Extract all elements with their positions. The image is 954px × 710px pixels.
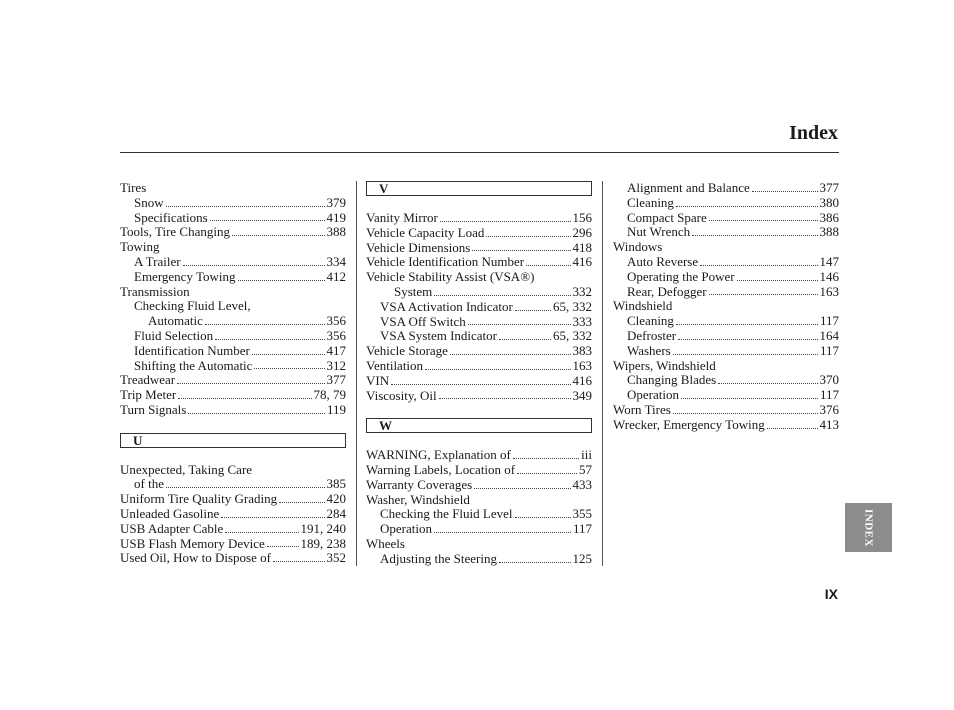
index-entry-page[interactable]: 388 <box>819 224 839 240</box>
index-entry[interactable] <box>366 285 592 300</box>
index-entry-text: Vehicle Storage <box>366 343 448 359</box>
index-entry-text: USB Flash Memory Device <box>120 535 265 551</box>
dot-leader <box>166 477 325 488</box>
index-entry-text: Specifications <box>134 209 208 225</box>
dot-leader <box>718 373 817 384</box>
index-entry <box>366 537 592 552</box>
index-entry-text: Windshield <box>613 298 673 314</box>
index-entry[interactable] <box>366 241 592 256</box>
index-entry-page[interactable]: 125 <box>572 550 592 566</box>
index-entry[interactable] <box>366 315 592 330</box>
index-entry-text: Tires <box>120 180 147 195</box>
dot-leader <box>517 463 577 474</box>
index-entry[interactable] <box>120 551 346 566</box>
dot-leader <box>450 344 571 355</box>
dot-leader <box>225 522 298 533</box>
dot-leader <box>692 225 817 236</box>
index-entry[interactable] <box>120 255 346 270</box>
index-entry-page[interactable]: 147 <box>819 253 839 269</box>
index-entry-text: Windows <box>613 239 663 255</box>
index-entry-text: Vehicle Stability Assist (VSA®) <box>366 269 535 285</box>
index-entry <box>366 270 592 285</box>
index-entry[interactable] <box>120 211 346 226</box>
dot-leader <box>737 270 818 281</box>
index-entry-text: Trip Meter <box>120 387 177 403</box>
index-entry-page[interactable]: 380 <box>819 194 839 210</box>
index-entry-text: Warranty Coverages <box>366 476 473 492</box>
index-entry[interactable] <box>613 314 839 329</box>
index-entry-page[interactable]: 312 <box>326 357 346 373</box>
index-entry[interactable] <box>613 181 839 196</box>
index-entry[interactable] <box>120 344 346 359</box>
index-entry[interactable] <box>366 507 592 522</box>
dot-leader <box>210 211 325 222</box>
index-entry-text: Automatic <box>148 313 203 329</box>
index-entry-page[interactable]: 433 <box>572 476 592 492</box>
index-entry[interactable] <box>613 373 839 388</box>
index-entry-text: Cleaning <box>627 313 674 329</box>
dot-leader <box>474 478 570 489</box>
index-entry-page[interactable]: 416 <box>572 372 592 388</box>
index-entry-text: Towing <box>120 239 160 255</box>
index-entry-text: Worn Tires <box>613 401 671 417</box>
index-entry-text: Washer, Windshield <box>366 491 470 507</box>
index-entry-text: Unleaded Gasoline <box>120 505 220 521</box>
index-entry-text: Viscosity, Oil <box>366 387 437 403</box>
index-entry[interactable] <box>120 225 346 240</box>
dot-leader <box>515 507 571 518</box>
header-rule <box>120 152 839 153</box>
index-entry-text: Adjusting the Steering <box>380 550 497 566</box>
index-entry-page[interactable]: 386 <box>819 209 839 225</box>
dot-leader <box>232 225 325 236</box>
dot-leader <box>440 211 571 222</box>
index-entry-page[interactable]: 379 <box>326 194 346 210</box>
column-divider-2 <box>602 181 603 566</box>
index-column-3 <box>613 181 839 433</box>
index-entry-page[interactable]: 332 <box>572 283 592 299</box>
index-entry-page[interactable]: 349 <box>572 387 592 403</box>
dot-leader <box>221 507 324 518</box>
dot-leader <box>178 388 311 399</box>
index-entry[interactable] <box>120 492 346 507</box>
index-entry-page[interactable]: 146 <box>819 268 839 284</box>
index-entry-text: of the <box>134 476 164 492</box>
index-entry[interactable] <box>366 359 592 374</box>
index-entry-page[interactable]: 191, 240 <box>300 520 346 536</box>
index-entry-text: Shifting the Automatic <box>134 357 253 373</box>
index-entry-text: USB Adapter Cable <box>120 520 224 536</box>
index-entry-text: Wheels <box>366 535 405 551</box>
dot-leader <box>486 226 570 237</box>
index-entry[interactable] <box>613 403 839 418</box>
index-entry[interactable] <box>120 388 346 403</box>
index-entry-page[interactable]: 356 <box>326 313 346 329</box>
index-entry[interactable] <box>613 211 839 226</box>
dot-leader <box>676 196 818 207</box>
dot-leader <box>752 181 818 192</box>
dot-leader <box>215 329 324 340</box>
index-entry <box>120 299 346 314</box>
index-entry[interactable] <box>120 477 346 492</box>
index-entry[interactable] <box>613 225 839 240</box>
index-entry-page[interactable]: 356 <box>326 327 346 343</box>
index-entry[interactable] <box>613 196 839 211</box>
index-entry-text: System <box>394 283 433 299</box>
dot-leader <box>434 285 570 296</box>
index-entry[interactable] <box>366 211 592 226</box>
index-entry-text: Vehicle Dimensions <box>366 239 471 255</box>
index-entry[interactable] <box>366 522 592 537</box>
index-entry[interactable] <box>613 329 839 344</box>
index-entry[interactable] <box>120 522 346 537</box>
dot-leader <box>267 537 299 548</box>
index-entry-text: Auto Reverse <box>627 253 699 269</box>
dot-leader <box>526 255 570 266</box>
page-title: Index <box>789 122 838 144</box>
index-entry[interactable] <box>613 270 839 285</box>
dot-leader <box>673 403 818 414</box>
index-entry-text: Warning Labels, Location of <box>366 461 516 477</box>
dot-leader <box>205 314 325 325</box>
index-entry[interactable] <box>366 344 592 359</box>
index-spacer <box>366 403 592 418</box>
dot-leader <box>681 388 818 399</box>
index-entry-page[interactable]: 65, 332 <box>553 298 592 314</box>
index-entry-text: Compact Spare <box>627 209 707 225</box>
dot-leader <box>513 448 579 459</box>
index-entry-page[interactable]: 334 <box>326 253 346 269</box>
index-entry-text: Washers <box>627 342 671 358</box>
page-number: IX <box>824 586 838 602</box>
index-entry-text: Ventilation <box>366 357 424 373</box>
dot-leader <box>468 315 571 326</box>
dot-leader <box>439 389 571 400</box>
index-entry <box>120 285 346 300</box>
index-entry[interactable] <box>366 448 592 463</box>
dot-leader <box>188 403 325 414</box>
index-letter-header: V <box>366 181 592 196</box>
index-entry[interactable] <box>613 388 839 403</box>
index-entry-text: VIN <box>366 372 390 388</box>
index-entry-page[interactable]: 78, 79 <box>313 387 346 403</box>
index-entry <box>613 240 839 255</box>
index-entry[interactable] <box>120 403 346 418</box>
index-entry-text: Treadwear <box>120 372 176 388</box>
index-entry-page[interactable]: 418 <box>572 239 592 255</box>
index-entry <box>120 240 346 255</box>
index-entry-page[interactable]: 419 <box>326 209 346 225</box>
index-entry-text: Wipers, Windshield <box>613 357 716 373</box>
index-entry-page[interactable]: 352 <box>326 550 346 566</box>
index-entry-text: Vehicle Identification Number <box>366 254 525 270</box>
index-entry-text: Turn Signals <box>120 401 187 417</box>
index-entry-text: Checking the Fluid Level <box>380 506 513 522</box>
index-entry-page[interactable]: 117 <box>819 313 839 329</box>
index-entry-page[interactable]: 416 <box>572 254 592 270</box>
index-entry[interactable] <box>366 374 592 389</box>
index-entry-page[interactable]: 377 <box>819 180 839 195</box>
index-entry-page[interactable]: 156 <box>572 210 592 225</box>
dot-leader <box>499 329 551 340</box>
dot-leader <box>252 344 325 355</box>
index-entry-page[interactable]: 355 <box>572 506 592 522</box>
index-entry[interactable] <box>366 300 592 315</box>
index-entry-page[interactable]: 189, 238 <box>300 535 346 551</box>
dot-leader <box>700 255 817 266</box>
index-entry[interactable] <box>120 373 346 388</box>
index-column-2 <box>366 181 592 567</box>
index-entry-text: Vehicle Capacity Load <box>366 224 485 240</box>
column-divider-1 <box>356 181 357 566</box>
index-entry-page[interactable]: 413 <box>819 416 839 432</box>
index-column-1 <box>120 181 346 566</box>
index-entry[interactable] <box>366 552 592 567</box>
dot-leader <box>709 211 818 222</box>
index-entry-page[interactable]: 333 <box>572 313 592 329</box>
dot-leader <box>425 359 570 370</box>
index-entry <box>120 181 346 196</box>
index-entry[interactable] <box>366 389 592 404</box>
dot-leader <box>177 373 324 384</box>
index-entry[interactable] <box>613 418 839 433</box>
index-entry-text: VSA Activation Indicator <box>380 298 513 314</box>
index-entry[interactable] <box>366 478 592 493</box>
index-entry[interactable] <box>120 359 346 374</box>
index-entry[interactable] <box>120 270 346 285</box>
index-entry-text: Changing Blades <box>627 372 717 388</box>
index-entry[interactable] <box>120 507 346 522</box>
index-entry-text: Operating the Power <box>627 268 735 284</box>
dot-leader <box>391 374 570 385</box>
index-entry-text: Wrecker, Emergency Towing <box>613 416 765 432</box>
index-section-tab[interactable] <box>845 503 892 552</box>
index-entry-text: Rear, Defogger <box>627 283 707 299</box>
index-entry-text: Identification Number <box>134 342 250 358</box>
index-entry[interactable] <box>613 255 839 270</box>
dot-leader <box>472 241 570 252</box>
dot-leader <box>709 285 818 296</box>
index-entry <box>366 493 592 508</box>
index-entry-page[interactable]: 284 <box>326 505 346 521</box>
dot-leader <box>183 255 325 266</box>
index-entry-page[interactable]: 117 <box>572 521 592 537</box>
index-entry-text: Operation <box>627 387 679 403</box>
dot-leader <box>434 522 571 533</box>
index-entry-page[interactable]: 163 <box>572 357 592 373</box>
index-entry-text: Snow <box>134 194 164 210</box>
index-entry-page[interactable]: 117 <box>819 342 839 358</box>
index-entry[interactable] <box>120 314 346 329</box>
index-entry[interactable] <box>120 537 346 552</box>
index-entry <box>120 463 346 478</box>
index-letter-header: W <box>366 418 592 433</box>
dot-leader <box>279 492 324 503</box>
index-entry-page[interactable]: 164 <box>819 327 839 343</box>
index-entry-text: Checking Fluid Level, <box>134 298 251 314</box>
index-entry[interactable] <box>120 196 346 211</box>
dot-leader <box>767 418 818 429</box>
index-entry-page[interactable]: 65, 332 <box>553 328 592 344</box>
index-entry-text: A Trailer <box>134 253 181 269</box>
index-entry-text: Cleaning <box>627 194 674 210</box>
index-entry-page[interactable]: 57 <box>579 461 592 477</box>
index-entry[interactable] <box>613 344 839 359</box>
index-entry-text: Uniform Tire Quality Grading <box>120 491 278 507</box>
index-entry-page[interactable]: 296 <box>572 224 592 240</box>
index-entry-text: Operation <box>380 521 432 537</box>
dot-leader <box>273 551 325 562</box>
index-entry-page[interactable]: 385 <box>326 476 346 492</box>
index-entry-text: Used Oil, How to Dispose of <box>120 550 271 566</box>
index-entry-page[interactable]: 420 <box>326 491 346 507</box>
index-entry-text: VSA System Indicator <box>380 328 497 344</box>
index-entry-text: Vanity Mirror <box>366 210 438 225</box>
dot-leader <box>166 196 325 207</box>
index-entry-page[interactable]: 163 <box>819 283 839 299</box>
index-entry-page[interactable]: 377 <box>326 372 346 388</box>
index-spacer <box>120 418 346 433</box>
index-entry-text: Nut Wrench <box>627 224 691 240</box>
index-letter-header: U <box>120 433 346 448</box>
index-entry-text: Defroster <box>627 327 677 343</box>
index-entry[interactable] <box>366 329 592 344</box>
index-entry[interactable] <box>366 226 592 241</box>
index-entry-text: Fluid Selection <box>134 327 214 343</box>
index-entry-text: Transmission <box>120 283 190 299</box>
dot-leader <box>499 552 571 563</box>
index-entry-page[interactable]: 117 <box>819 387 839 403</box>
index-entry-page[interactable]: 412 <box>326 268 346 284</box>
index-entry <box>613 359 839 374</box>
index-entry-page[interactable]: 383 <box>572 343 592 359</box>
index-entry[interactable] <box>366 255 592 270</box>
index-entry-text: Emergency Towing <box>134 268 236 284</box>
dot-leader <box>238 270 325 281</box>
index-entry <box>613 299 839 314</box>
index-entry-text: VSA Off Switch <box>380 313 466 329</box>
index-entry[interactable] <box>366 463 592 478</box>
index-entry-text: Tools, Tire Changing <box>120 224 230 240</box>
index-tab-label: INDEX <box>862 508 875 547</box>
dot-leader <box>254 359 324 370</box>
dot-leader <box>515 300 551 311</box>
index-entry-page[interactable]: 119 <box>326 401 346 417</box>
index-entry-page[interactable]: iii <box>581 447 592 463</box>
index-entry[interactable] <box>120 329 346 344</box>
index-entry-page[interactable]: 417 <box>326 342 346 358</box>
index-entry-page[interactable]: 376 <box>819 401 839 417</box>
index-entry-text: WARNING, Explanation of <box>366 447 511 463</box>
dot-leader <box>673 344 818 355</box>
dot-leader <box>678 329 817 340</box>
dot-leader <box>676 314 818 325</box>
index-entry[interactable] <box>613 285 839 300</box>
index-entry-page[interactable]: 388 <box>326 224 346 240</box>
index-entry-text: Unexpected, Taking Care <box>120 461 253 477</box>
index-entry-text: Alignment and Balance <box>627 180 750 195</box>
index-entry-page[interactable]: 370 <box>819 372 839 388</box>
